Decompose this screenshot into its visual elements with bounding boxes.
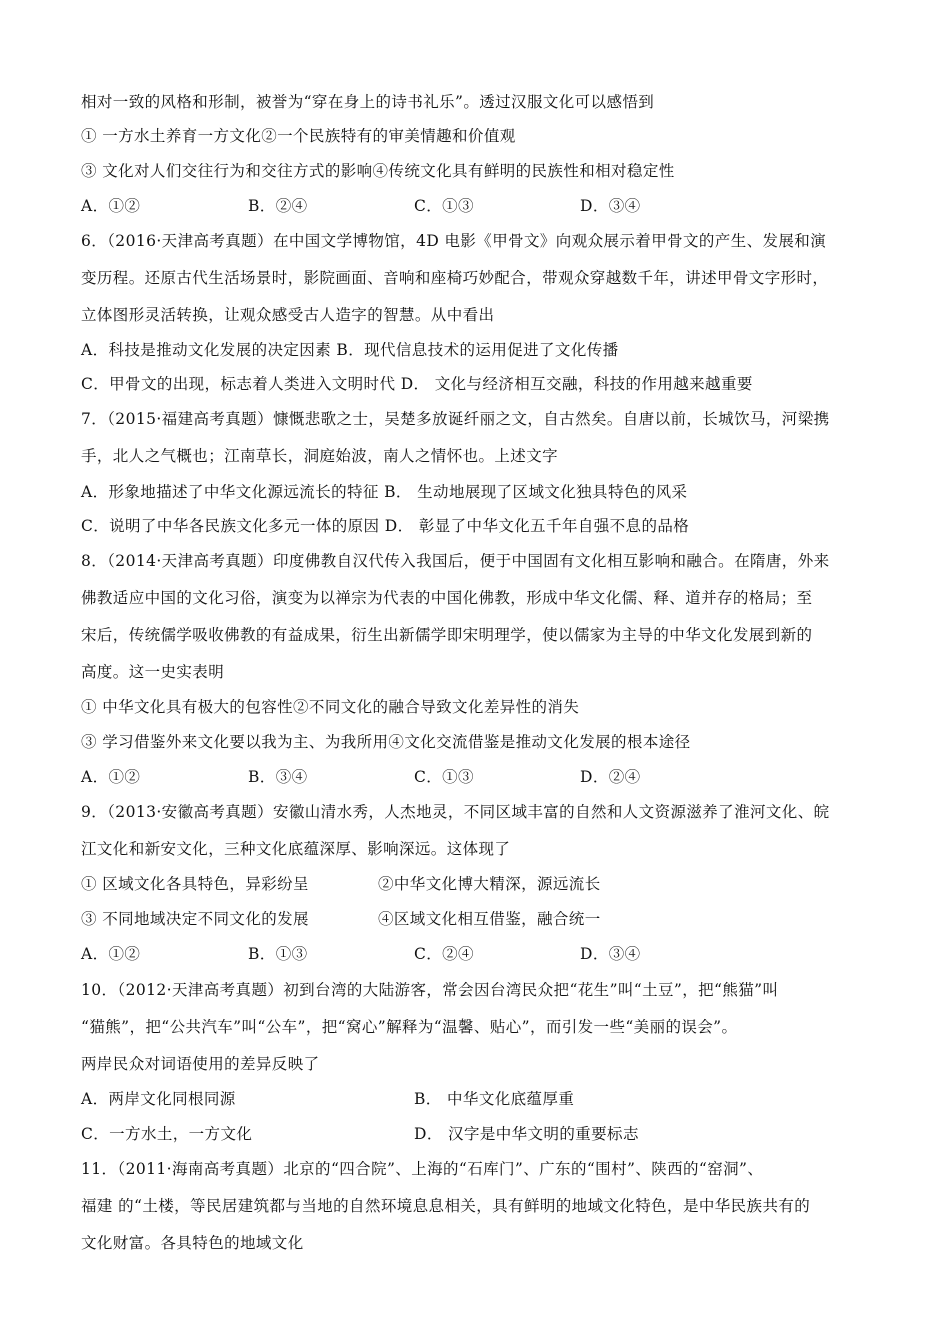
q9-option-d: D．③④: [580, 945, 641, 963]
q8-stem-line-1: 8．（2014·天津高考真题）印度佛教自汉代传入我国后，便于中国固有文化相互影响和融合。在隋唐，外来: [81, 552, 830, 570]
q10-option-c: C．一方水土，一方文化: [81, 1125, 253, 1143]
q8-option-c: C．①③: [414, 768, 474, 786]
q10-stem-line-1: 10．（2012·天津高考真题）初到台湾的大陆游客，常会因台湾民众把“花生”叫“土豆”，把“熊猫”叫: [81, 981, 779, 999]
q6-options-cd: C．甲骨文的出现，标志着人类进入文明时代 D． 文化与经济相互交融，科技的作用越来越重要: [81, 375, 753, 393]
q9-stem-line-2: 江文化和新安文化，三种文化底蕴深厚、影响深远。这体现了: [81, 840, 511, 858]
q8-statement-1-2: ① 中华文化具有极大的包容性②不同文化的融合导致文化差异性的消失: [81, 698, 580, 716]
q10-option-d: D． 汉字是中华文明的重要标志: [414, 1125, 639, 1143]
q9-option-c: C．②④: [414, 945, 474, 963]
q8-option-d: D．②④: [580, 768, 641, 786]
q9-stem-line-1: 9．（2013·安徽高考真题）安徽山清水秀，人杰地灵，不同区域丰富的自然和人文资源滋养了淮河文化、皖: [81, 803, 830, 821]
q6-stem-line-2: 变历程。还原古代生活场景时，影院画面、音响和座椅巧妙配合，带观众穿越数千年，讲述甲骨文字形时，: [81, 269, 829, 287]
q9-statement-1: ① 区域文化各具特色，异彩纷呈: [81, 875, 309, 893]
q8-stem-line-3: 宋后，传统儒学吸收佛教的有益成果，衍生出新儒学即宋明理学，使以儒家为主导的中华文化发展到新的: [81, 626, 813, 644]
q5-option-c: C．①③: [414, 197, 474, 215]
q7-options-ab: A．形象地描述了中华文化源远流长的特征 B． 生动地展现了区域文化独具特色的风采: [81, 483, 688, 501]
q5-statement-1-2: ① 一方水土养育一方文化②一个民族特有的审美情趣和价值观: [81, 127, 516, 145]
q10-option-b: B． 中华文化底蕴厚重: [414, 1090, 575, 1108]
q9-option-a: A．①②: [81, 945, 141, 963]
q6-stem-line-3: 立体图形灵活转换，让观众感受古人造字的智慧。从中看出: [81, 306, 495, 324]
q8-stem-line-4: 高度。这一史实表明: [81, 663, 225, 681]
q8-stem-line-2: 佛教适应中国的文化习俗，演变为以禅宗为代表的中国化佛教，形成中华文化儒、释、道并存的格局；至: [81, 589, 813, 607]
q11-stem-line-2: 福建 的“土楼，等民居建筑都与当地的自然环境息息相关，具有鲜明的地域文化特色，是中华民族共有的: [81, 1197, 811, 1215]
q9-statement-3: ③ 不同地域决定不同文化的发展: [81, 910, 309, 928]
q9-option-b: B．①③: [248, 945, 308, 963]
q5-option-b: B．②④: [248, 197, 308, 215]
q11-stem-line-3: 文化财富。各具特色的地域文化: [81, 1234, 304, 1252]
q7-options-cd: C．说明了中华各民族文化多元一体的原因 D． 彰显了中华文化五千年自强不息的品格: [81, 517, 690, 535]
q10-stem-line-3: 两岸民众对词语使用的差异反映了: [81, 1055, 320, 1073]
q9-statement-4: ④区域文化相互借鉴，融合统一: [378, 910, 601, 928]
q10-option-a: A．两岸文化同根同源: [81, 1090, 236, 1108]
q8-statement-3-4: ③ 学习借鉴外来文化要以我为主、为我所用④文化交流借鉴是推动文化发展的根本途径: [81, 733, 691, 751]
q7-stem-line-2: 手，北人之气概也；江南草长，洞庭始波，南人之情怀也。上述文字: [81, 447, 559, 465]
q5-option-d: D．③④: [580, 197, 641, 215]
q6-stem-line-1: 6．（2016·天津高考真题）在中国文学博物馆，4D 电影《甲骨文》向观众展示着甲骨文的产生、发展和演: [81, 232, 827, 250]
q10-stem-line-2: “猫熊”，把“公共汽车”叫“公车”，把“窝心”解释为“温馨、贴心”，而引发一些“美丽的误会”。: [81, 1018, 738, 1036]
q11-stem-line-1: 11．（2011·海南高考真题）北京的“四合院”、上海的“石库门”、广东的“围村”、陕西的“窑洞”、: [81, 1160, 764, 1178]
q6-options-ab: A．科技是推动文化发展的决定因素 B．现代信息技术的运用促进了文化传播: [81, 341, 619, 359]
q8-option-b: B．③④: [248, 768, 308, 786]
q7-stem-line-1: 7．（2015·福建高考真题）慷慨悲歌之士，吴楚多放诞纤丽之文，自古然矣。自唐以前，长城饮马，河梁携: [81, 410, 830, 428]
q9-statement-2: ②中华文化博大精深，源远流长: [378, 875, 601, 893]
q5-option-a: A．①②: [81, 197, 141, 215]
q8-option-a: A．①②: [81, 768, 141, 786]
q5-stem-line: 相对一致的风格和形制，被誉为“穿在身上的诗书礼乐”。透过汉服文化可以感悟到: [81, 93, 655, 111]
q5-statement-3-4: ③ 文化对人们交往行为和交往方式的影响④传统文化具有鲜明的民族性和相对稳定性: [81, 162, 675, 180]
